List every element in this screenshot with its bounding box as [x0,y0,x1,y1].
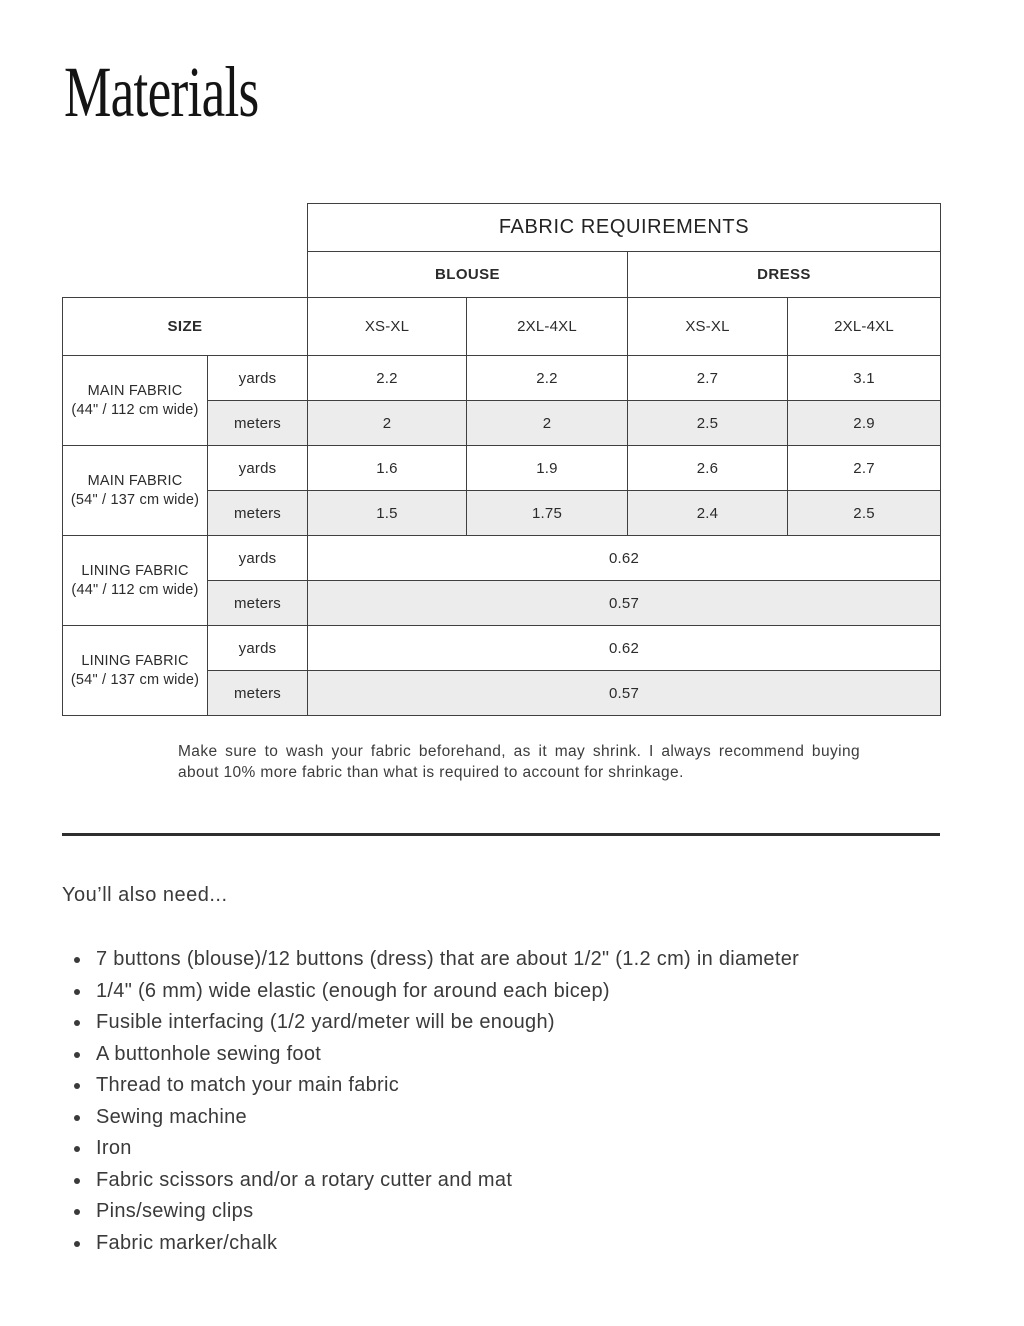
list-item [62,1039,940,1071]
list-item [62,1196,940,1228]
page-title: Materials [64,52,259,132]
fabric-label-main-44 [63,356,208,446]
value-cell: 2.5 [788,491,941,536]
value-cell: 2.5 [628,401,788,446]
size-col-blouse-2xl-4xl: 2XL-4XL [467,298,628,356]
size-col-dress-2xl-4xl: 2XL-4XL [788,298,941,356]
list-item-text: Thread to match your main fabric [96,1074,400,1096]
garment-header-dress: DRESS [628,252,941,298]
bullet-dot-icon [74,1115,80,1121]
unit-label-meters: meters [208,491,308,536]
list-item-text: A buttonhole sewing foot [96,1042,322,1065]
fabric-requirements-table-wrap [62,203,940,716]
bullet-dot-icon [74,1146,80,1152]
list-item-text: Fusible interfacing (1/2 yard/meter will be enough) [96,1011,555,1033]
list-item [62,1070,940,1102]
also-need-list [62,944,940,1259]
value-cell: 2 [467,401,628,446]
garment-header-blouse: BLOUSE [308,252,628,298]
unit-label-yards: yards [208,356,308,401]
value-cell: 2.2 [308,356,467,401]
also-need-heading: You’ll also need... [62,884,228,906]
list-item-text: Pins/sewing clips [96,1200,254,1222]
bullet-dot-icon [74,989,80,995]
value-cell: 2.7 [628,356,788,401]
list-item-text: 1/4" (6 mm) wide elastic (enough for around each bicep) [96,979,610,1002]
list-item [62,1007,940,1039]
fabric-name: LINING FABRIC [81,562,189,579]
shrinkage-note: Make sure to wash your fabric beforehand, as it may shrink. I always recommend buying about 10% more fabric than what is required to account for shrinkage. [178,743,860,781]
table-title: FABRIC REQUIREMENTS [308,204,941,252]
list-item [62,944,940,976]
value-cell: 1.6 [308,446,467,491]
value-cell: 2.7 [788,446,941,491]
unit-label-meters: meters [208,401,308,446]
fabric-label-lining-54 [63,626,208,716]
list-item-text: Fabric scissors and/or a rotary cutter and mat [96,1168,513,1191]
bullet-dot-icon [74,1052,80,1058]
value-cell: 1.75 [467,491,628,536]
list-item [62,1102,940,1134]
value-cell-span: 0.62 [308,536,941,581]
value-cell: 1.5 [308,491,467,536]
list-item-text: Fabric marker/chalk [96,1231,278,1254]
list-item-text: Sewing machine [96,1105,247,1128]
list-item [62,1165,940,1197]
value-cell: 2.6 [628,446,788,491]
fabric-width-note: (54" / 137 cm wide) [70,671,200,688]
fabric-width-note: (54" / 137 cm wide) [70,491,200,508]
unit-label-meters: meters [208,671,308,716]
table-ghost-cell [63,252,308,298]
value-cell-span: 0.57 [308,581,941,626]
list-item [62,1228,940,1260]
size-col-dress-xs-xl: XS-XL [628,298,788,356]
value-cell-span: 0.62 [308,626,941,671]
value-cell: 3.1 [788,356,941,401]
bullet-dot-icon [74,1241,80,1247]
fabric-requirements-table [62,203,941,716]
value-cell: 2.2 [467,356,628,401]
list-item [62,976,940,1008]
bullet-dot-icon [74,957,80,963]
list-item-text: Iron [96,1137,132,1159]
value-cell: 1.9 [467,446,628,491]
bullet-dot-icon [74,1020,80,1026]
unit-label-meters: meters [208,581,308,626]
fabric-name: MAIN FABRIC [87,472,183,489]
list-item [62,1133,940,1165]
bullet-dot-icon [74,1178,80,1184]
bullet-dot-icon [74,1083,80,1089]
size-col-blouse-xs-xl: XS-XL [308,298,467,356]
section-divider [62,833,940,836]
unit-label-yards: yards [208,626,308,671]
bullet-dot-icon [74,1209,80,1215]
list-item-text: 7 buttons (blouse)/12 buttons (dress) that are about 1/2" (1.2 cm) in diameter [96,948,800,970]
fabric-label-main-54 [63,446,208,536]
value-cell-span: 0.57 [308,671,941,716]
fabric-width-note: (44" / 112 cm wide) [71,581,199,598]
fabric-width-note: (44" / 112 cm wide) [71,401,199,418]
unit-label-yards: yards [208,536,308,581]
fabric-label-lining-44 [63,536,208,626]
fabric-name: MAIN FABRIC [87,382,183,399]
value-cell: 2 [308,401,467,446]
unit-label-yards: yards [208,446,308,491]
size-header: SIZE [63,298,308,356]
value-cell: 2.9 [788,401,941,446]
value-cell: 2.4 [628,491,788,536]
table-ghost-cell [63,204,308,252]
fabric-name: LINING FABRIC [81,652,189,669]
